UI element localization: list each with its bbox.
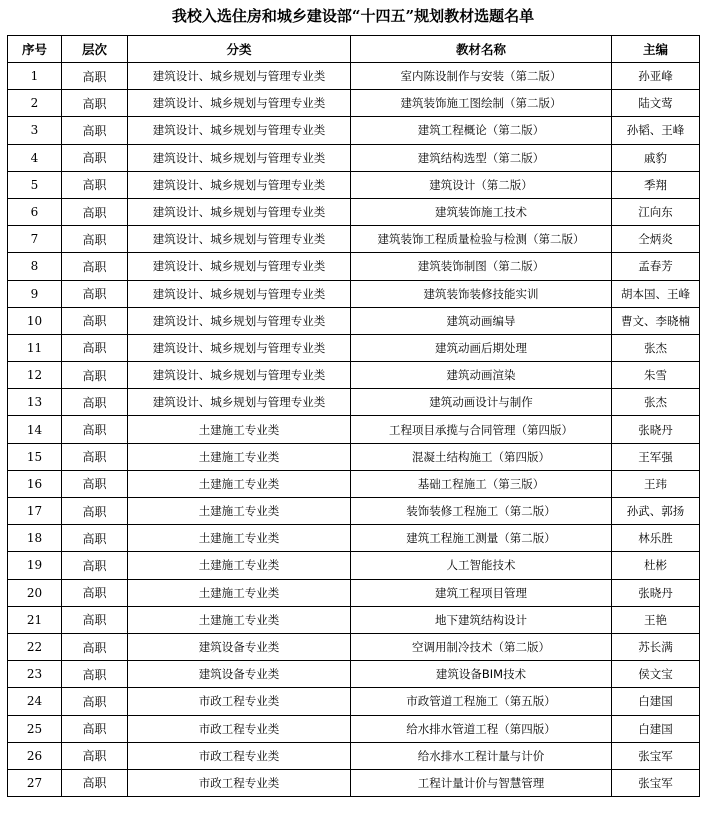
table-row bbox=[8, 198, 700, 225]
row-level: 高职 bbox=[62, 117, 128, 144]
row-textbook-name: 建筑动画渲染 bbox=[351, 362, 612, 389]
row-level: 高职 bbox=[62, 280, 128, 307]
header-index: 序号 bbox=[8, 36, 62, 63]
row-category: 建筑设计、城乡规划与管理专业类 bbox=[128, 307, 351, 334]
row-chief-editor: 孙武、郭扬 bbox=[612, 498, 700, 525]
row-category: 建筑设计、城乡规划与管理专业类 bbox=[128, 117, 351, 144]
row-index: 20 bbox=[8, 579, 62, 606]
row-textbook-name: 建筑装饰制图（第二版） bbox=[351, 253, 612, 280]
row-category: 市政工程专业类 bbox=[128, 769, 351, 796]
row-category: 土建施工专业类 bbox=[128, 443, 351, 470]
row-textbook-name: 工程计量计价与智慧管理 bbox=[351, 769, 612, 796]
row-category: 土建施工专业类 bbox=[128, 606, 351, 633]
row-chief-editor: 曹文、李晓楠 bbox=[612, 307, 700, 334]
table-row bbox=[8, 280, 700, 307]
table-row bbox=[8, 171, 700, 198]
row-textbook-name: 给水排水管道工程（第四版） bbox=[351, 715, 612, 742]
row-level: 高职 bbox=[62, 253, 128, 280]
row-category: 建筑设计、城乡规划与管理专业类 bbox=[128, 362, 351, 389]
textbook-list-table bbox=[7, 35, 700, 797]
row-textbook-name: 人工智能技术 bbox=[351, 552, 612, 579]
row-textbook-name: 基础工程施工（第三版） bbox=[351, 470, 612, 497]
table-row bbox=[8, 307, 700, 334]
row-chief-editor: 张杰 bbox=[612, 334, 700, 361]
row-chief-editor: 苏长满 bbox=[612, 633, 700, 660]
row-level: 高职 bbox=[62, 90, 128, 117]
row-index: 8 bbox=[8, 253, 62, 280]
row-index: 11 bbox=[8, 334, 62, 361]
row-level: 高职 bbox=[62, 661, 128, 688]
table-row bbox=[8, 661, 700, 688]
table-row bbox=[8, 144, 700, 171]
table-row bbox=[8, 334, 700, 361]
row-textbook-name: 建筑装饰施工技术 bbox=[351, 198, 612, 225]
row-level: 高职 bbox=[62, 63, 128, 90]
row-chief-editor: 戚豹 bbox=[612, 144, 700, 171]
row-level: 高职 bbox=[62, 198, 128, 225]
row-chief-editor: 张杰 bbox=[612, 389, 700, 416]
table-row bbox=[8, 715, 700, 742]
header-textbook-name: 教材名称 bbox=[351, 36, 612, 63]
row-category: 建筑设计、城乡规划与管理专业类 bbox=[128, 280, 351, 307]
row-index: 13 bbox=[8, 389, 62, 416]
row-level: 高职 bbox=[62, 171, 128, 198]
table-row bbox=[8, 443, 700, 470]
row-index: 3 bbox=[8, 117, 62, 144]
header-level: 层次 bbox=[62, 36, 128, 63]
table-row bbox=[8, 606, 700, 633]
row-index: 19 bbox=[8, 552, 62, 579]
row-category: 土建施工专业类 bbox=[128, 498, 351, 525]
row-index: 9 bbox=[8, 280, 62, 307]
row-textbook-name: 混凝土结构施工（第四版） bbox=[351, 443, 612, 470]
table-row bbox=[8, 362, 700, 389]
row-index: 16 bbox=[8, 470, 62, 497]
row-level: 高职 bbox=[62, 144, 128, 171]
row-chief-editor: 白建国 bbox=[612, 688, 700, 715]
row-index: 1 bbox=[8, 63, 62, 90]
row-index: 10 bbox=[8, 307, 62, 334]
row-category: 市政工程专业类 bbox=[128, 742, 351, 769]
row-textbook-name: 建筑工程概论（第二版） bbox=[351, 117, 612, 144]
row-category: 建筑设计、城乡规划与管理专业类 bbox=[128, 226, 351, 253]
row-category: 建筑设计、城乡规划与管理专业类 bbox=[128, 171, 351, 198]
row-textbook-name: 室内陈设制作与安装（第二版） bbox=[351, 63, 612, 90]
row-textbook-name: 建筑设备BIM技术 bbox=[351, 661, 612, 688]
row-chief-editor: 仝炳炎 bbox=[612, 226, 700, 253]
row-chief-editor: 孟春芳 bbox=[612, 253, 700, 280]
table-row bbox=[8, 63, 700, 90]
row-index: 2 bbox=[8, 90, 62, 117]
row-index: 18 bbox=[8, 525, 62, 552]
table-row bbox=[8, 117, 700, 144]
row-level: 高职 bbox=[62, 606, 128, 633]
table-row bbox=[8, 525, 700, 552]
row-category: 建筑设计、城乡规划与管理专业类 bbox=[128, 389, 351, 416]
row-chief-editor: 季翔 bbox=[612, 171, 700, 198]
row-category: 市政工程专业类 bbox=[128, 688, 351, 715]
row-chief-editor: 张晓丹 bbox=[612, 579, 700, 606]
row-level: 高职 bbox=[62, 498, 128, 525]
row-category: 建筑设计、城乡规划与管理专业类 bbox=[128, 90, 351, 117]
table-row bbox=[8, 226, 700, 253]
row-textbook-name: 建筑动画后期处理 bbox=[351, 334, 612, 361]
row-chief-editor: 朱雪 bbox=[612, 362, 700, 389]
row-category: 建筑设计、城乡规划与管理专业类 bbox=[128, 144, 351, 171]
row-category: 建筑设计、城乡规划与管理专业类 bbox=[128, 334, 351, 361]
row-level: 高职 bbox=[62, 525, 128, 552]
table-row bbox=[8, 552, 700, 579]
document-title: 我校入选住房和城乡建设部“十四五”规划教材选题名单 bbox=[171, 7, 535, 25]
row-category: 土建施工专业类 bbox=[128, 579, 351, 606]
row-index: 4 bbox=[8, 144, 62, 171]
table-row bbox=[8, 688, 700, 715]
header-chief-editor: 主编 bbox=[612, 36, 700, 63]
row-index: 17 bbox=[8, 498, 62, 525]
header-category: 分类 bbox=[128, 36, 351, 63]
row-chief-editor: 侯文宝 bbox=[612, 661, 700, 688]
row-index: 12 bbox=[8, 362, 62, 389]
row-chief-editor: 白建国 bbox=[612, 715, 700, 742]
row-index: 23 bbox=[8, 661, 62, 688]
row-index: 27 bbox=[8, 769, 62, 796]
row-textbook-name: 建筑工程项目管理 bbox=[351, 579, 612, 606]
row-index: 14 bbox=[8, 416, 62, 443]
table-row bbox=[8, 253, 700, 280]
row-textbook-name: 装饰装修工程施工（第二版） bbox=[351, 498, 612, 525]
row-chief-editor: 林乐胜 bbox=[612, 525, 700, 552]
table-row bbox=[8, 90, 700, 117]
row-level: 高职 bbox=[62, 334, 128, 361]
row-index: 5 bbox=[8, 171, 62, 198]
row-category: 土建施工专业类 bbox=[128, 470, 351, 497]
row-level: 高职 bbox=[62, 552, 128, 579]
row-chief-editor: 陆文莺 bbox=[612, 90, 700, 117]
row-textbook-name: 建筑结构选型（第二版） bbox=[351, 144, 612, 171]
row-level: 高职 bbox=[62, 769, 128, 796]
row-category: 建筑设备专业类 bbox=[128, 661, 351, 688]
row-textbook-name: 建筑动画编导 bbox=[351, 307, 612, 334]
row-level: 高职 bbox=[62, 688, 128, 715]
row-chief-editor: 胡本国、王峰 bbox=[612, 280, 700, 307]
row-textbook-name: 建筑装饰施工图绘制（第二版） bbox=[351, 90, 612, 117]
row-chief-editor: 孙韬、王峰 bbox=[612, 117, 700, 144]
row-category: 土建施工专业类 bbox=[128, 552, 351, 579]
row-textbook-name: 地下建筑结构设计 bbox=[351, 606, 612, 633]
table-row bbox=[8, 470, 700, 497]
table-row bbox=[8, 579, 700, 606]
row-category: 建筑设计、城乡规划与管理专业类 bbox=[128, 198, 351, 225]
row-index: 6 bbox=[8, 198, 62, 225]
row-index: 22 bbox=[8, 633, 62, 660]
row-textbook-name: 给水排水工程计量与计价 bbox=[351, 742, 612, 769]
table-row bbox=[8, 633, 700, 660]
row-chief-editor: 张宝军 bbox=[612, 742, 700, 769]
row-textbook-name: 建筑动画设计与制作 bbox=[351, 389, 612, 416]
row-chief-editor: 杜彬 bbox=[612, 552, 700, 579]
table-header-row bbox=[8, 36, 700, 63]
row-index: 24 bbox=[8, 688, 62, 715]
row-level: 高职 bbox=[62, 579, 128, 606]
row-chief-editor: 王军强 bbox=[612, 443, 700, 470]
row-textbook-name: 建筑设计（第二版） bbox=[351, 171, 612, 198]
row-category: 土建施工专业类 bbox=[128, 525, 351, 552]
row-category: 建筑设备专业类 bbox=[128, 633, 351, 660]
row-level: 高职 bbox=[62, 307, 128, 334]
row-textbook-name: 空调用制冷技术（第二版） bbox=[351, 633, 612, 660]
row-chief-editor: 张宝军 bbox=[612, 769, 700, 796]
row-index: 21 bbox=[8, 606, 62, 633]
row-chief-editor: 张晓丹 bbox=[612, 416, 700, 443]
row-level: 高职 bbox=[62, 226, 128, 253]
row-level: 高职 bbox=[62, 362, 128, 389]
row-index: 26 bbox=[8, 742, 62, 769]
row-level: 高职 bbox=[62, 416, 128, 443]
row-index: 15 bbox=[8, 443, 62, 470]
row-category: 土建施工专业类 bbox=[128, 416, 351, 443]
row-level: 高职 bbox=[62, 742, 128, 769]
row-index: 25 bbox=[8, 715, 62, 742]
row-category: 建筑设计、城乡规划与管理专业类 bbox=[128, 253, 351, 280]
row-chief-editor: 王玮 bbox=[612, 470, 700, 497]
table-row bbox=[8, 769, 700, 796]
row-level: 高职 bbox=[62, 633, 128, 660]
row-textbook-name: 建筑装饰工程质量检验与检测（第二版） bbox=[351, 226, 612, 253]
row-textbook-name: 建筑装饰装修技能实训 bbox=[351, 280, 612, 307]
row-level: 高职 bbox=[62, 389, 128, 416]
row-index: 7 bbox=[8, 226, 62, 253]
table-row bbox=[8, 389, 700, 416]
table-row bbox=[8, 742, 700, 769]
table-row bbox=[8, 416, 700, 443]
row-level: 高职 bbox=[62, 715, 128, 742]
row-chief-editor: 孙亚峰 bbox=[612, 63, 700, 90]
row-textbook-name: 市政管道工程施工（第五版） bbox=[351, 688, 612, 715]
row-level: 高职 bbox=[62, 443, 128, 470]
row-category: 市政工程专业类 bbox=[128, 715, 351, 742]
row-chief-editor: 江向东 bbox=[612, 198, 700, 225]
row-textbook-name: 工程项目承揽与合同管理（第四版） bbox=[351, 416, 612, 443]
table-row bbox=[8, 498, 700, 525]
row-textbook-name: 建筑工程施工测量（第二版） bbox=[351, 525, 612, 552]
row-level: 高职 bbox=[62, 470, 128, 497]
row-chief-editor: 王艳 bbox=[612, 606, 700, 633]
row-category: 建筑设计、城乡规划与管理专业类 bbox=[128, 63, 351, 90]
